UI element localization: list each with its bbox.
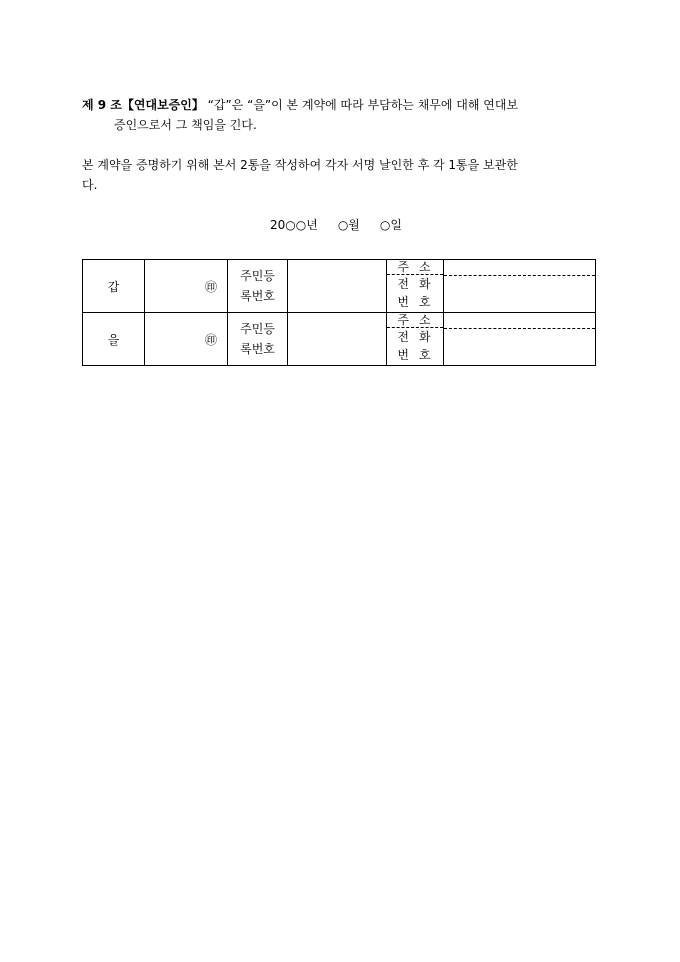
id-number-label — [228, 313, 288, 366]
phone-label-line-2: 번호 — [397, 295, 441, 309]
article-line-1 — [82, 95, 602, 115]
parties-table — [82, 259, 596, 366]
party-row — [83, 313, 596, 366]
article-9 — [82, 95, 602, 135]
date-month: ○월 — [337, 218, 360, 232]
phone-field[interactable] — [444, 329, 595, 365]
id-number-field[interactable] — [288, 260, 387, 313]
address-phone-label — [387, 313, 444, 366]
phone-label-line-1: 전화 — [397, 330, 441, 344]
party-row — [83, 260, 596, 313]
closing-text-2: 다. — [82, 178, 98, 192]
id-label-line-1: 주민등 — [240, 322, 275, 336]
closing-text-1: 본 계약을 증명하기 위해 본서 2통을 작성하여 각자 서명 날인한 후 각 1통을 보관한 — [82, 158, 518, 172]
address-field[interactable] — [444, 313, 595, 329]
phone-label-line-1: 전화 — [397, 277, 441, 291]
address-label: 주소 — [387, 314, 443, 328]
article-text-2: 증인으로서 그 책임을 긴다. — [114, 118, 257, 132]
article-text-1: “갑”은 “을”이 본 계약에 따라 부담하는 채무에 대해 연대보 — [203, 98, 519, 112]
article-title: 제 9 조【연대보증인】 — [82, 98, 204, 112]
address-phone-field[interactable] — [444, 260, 596, 313]
id-number-label — [228, 260, 288, 313]
party-name: 갑 — [83, 260, 145, 313]
closing-paragraph — [82, 155, 602, 195]
contract-date — [270, 216, 402, 233]
address-phone-field[interactable] — [444, 313, 596, 366]
id-label-line-2: 록번호 — [240, 289, 275, 303]
address-phone-label — [387, 260, 444, 313]
id-label-line-1: 주민등 — [240, 269, 275, 283]
phone-field[interactable] — [444, 276, 595, 312]
id-label-line-2: 록번호 — [240, 342, 275, 356]
date-day: ○일 — [379, 218, 402, 232]
party-name: 을 — [83, 313, 145, 366]
id-number-field[interactable] — [288, 313, 387, 366]
address-field[interactable] — [444, 260, 595, 276]
seal-mark: ㊞ — [145, 260, 228, 313]
address-label: 주소 — [387, 261, 443, 275]
date-year: 20○○년 — [270, 218, 318, 232]
phone-label-line-2: 번호 — [397, 348, 441, 362]
seal-mark: ㊞ — [145, 313, 228, 366]
